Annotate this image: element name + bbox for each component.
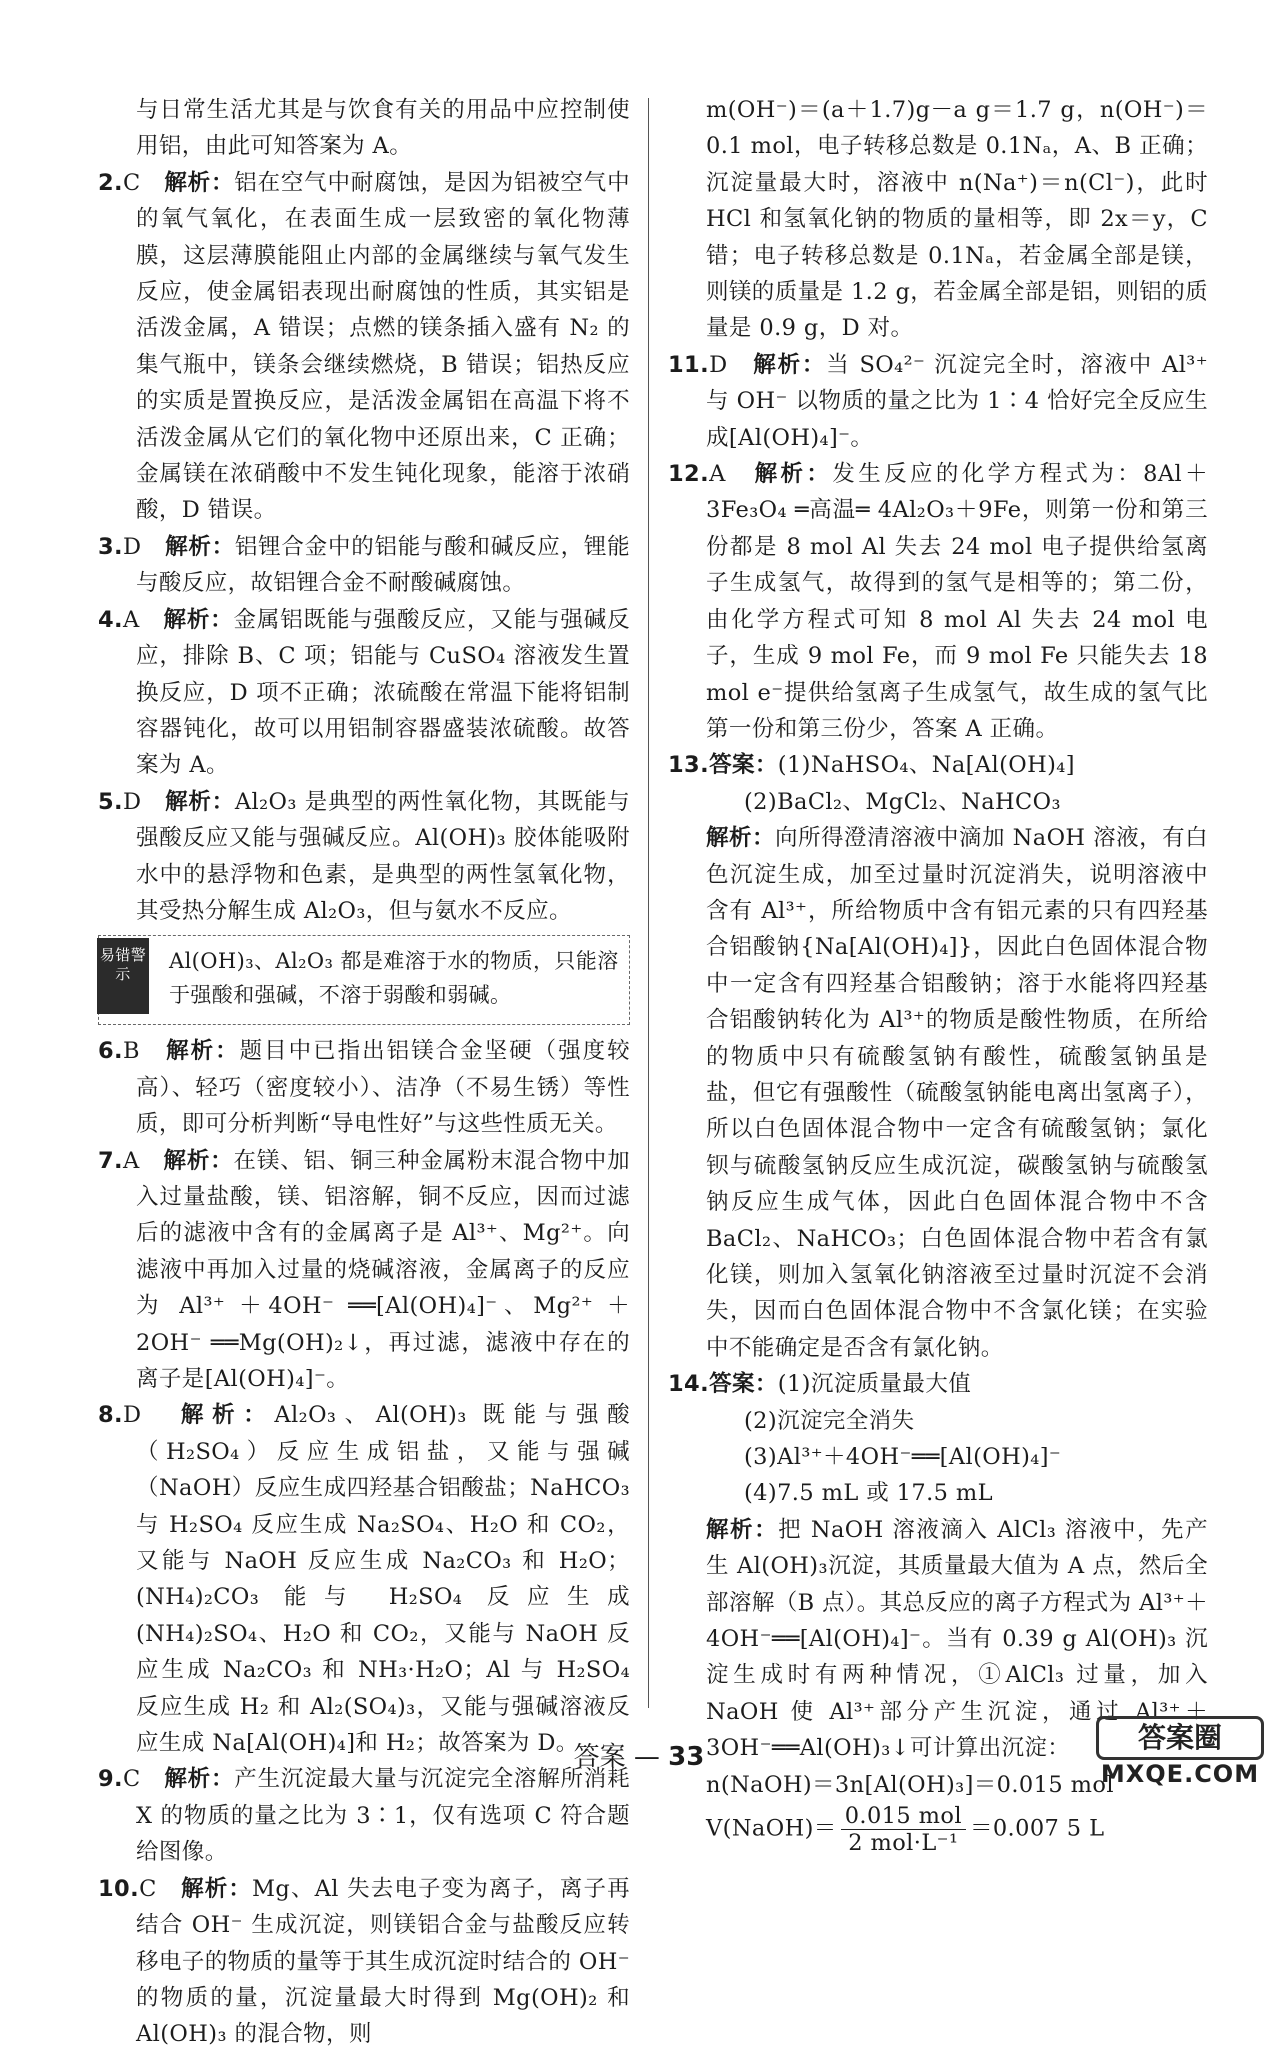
column-divider bbox=[648, 98, 649, 1708]
analysis-tag: 解析： bbox=[753, 351, 827, 378]
question-number: 5. bbox=[98, 788, 124, 815]
answer-10 bbox=[98, 1871, 630, 2053]
answer-letter: B bbox=[123, 1038, 140, 1065]
answer-part-1: (1)NaHSO₄、Na[Al(OH)₄] bbox=[777, 752, 1075, 779]
answer-11 bbox=[668, 347, 1208, 456]
answer-letter: A bbox=[123, 1147, 140, 1174]
analysis-tag: 解析： bbox=[165, 788, 235, 815]
analysis-text: 发生反应的化学方程式为：8Al＋3Fe₃O₄ ═高温═ 4Al₂O₃＋9Fe，则第一份和第三份都是 8 mol Al 失去 24 mol 电子提供给氢离子生成氢气，故得到的氢气是相等的；第二份，由化学方程式可知 8 mol Al 失去 24 mol 电子，生成 9 mol Fe，而 9 mol Fe 只能失去 18 mol e⁻提供给氢离子生成氢气，故生成的氢气比第一份和第三份少，答案 A 正确。 bbox=[706, 461, 1208, 742]
watermark-site: MXQE.COM bbox=[1100, 1760, 1260, 1788]
question-number: 10. bbox=[98, 1875, 140, 1902]
answer-tag: 答案： bbox=[709, 752, 778, 779]
answer-6 bbox=[98, 1033, 630, 1142]
watermark-logo: 答案圈 bbox=[1096, 1716, 1264, 1760]
answer-letter: A bbox=[123, 606, 140, 633]
analysis-text: 产生沉淀最大量与沉淀完全溶解所消耗 X 的物质的量之比为 3∶1，仅有选项 C 符合题给图像。 bbox=[136, 1766, 630, 1866]
analysis-text: 在镁、铝、铜三种金属粉末混合物中加入过量盐酸，镁、铝溶解，铜不反应，因而过滤后的滤液中含有的金属离子是 Al³⁺、Mg²⁺。向滤液中再加入过量的烧碱溶液，金属离子的反应为 Al³⁺ ＋4OH⁻ ══[Al(OH)₄]⁻、Mg²⁺ ＋2OH⁻ ══Mg(OH)₂↓，再过滤，滤液中存在的离子是[Al(OH)₄]⁻。 bbox=[136, 1147, 630, 1392]
analysis-tag: 解析： bbox=[164, 1766, 235, 1793]
analysis-text: Al₂O₃、Al(OH)₃ 既能与强酸（H₂SO₄）反应生成铝盐，又能与强碱（NaOH）反应生成四羟基合铝酸盐；NaHCO₃ 与 H₂SO₄ 反应生成 Na₂SO₄、H₂O 和 CO₂，又能与 NaOH 反应生成 Na₂CO₃ 和 H₂O；(NH₄)₂CO₃ 能与 H₂SO₄ 反应生成(NH₄)₂SO₄、H₂O 和 CO₂，又能与 NaOH 反应生成 Na₂CO₃ 和 NH₃·H₂O；Al 与 H₂SO₄ 反应生成 H₂ 和 Al₂(SO₄)₃，又能与强碱溶液反应生成 Na[Al(OH)₄]和 H₂；故答案为 D。 bbox=[136, 1402, 631, 1757]
question-number: 12. bbox=[668, 461, 710, 488]
question-number: 4. bbox=[98, 606, 124, 633]
fraction bbox=[841, 1803, 966, 1856]
analysis-text: 金属铝既能与强酸反应，又能与强碱反应，排除 B、C 项；铝能与 CuSO₄ 溶液发生置换反应，D 项不正确；浓硫酸在常温下能将铝制容器钝化，故可以用铝制容器盛装浓硫酸。故答案为 A。 bbox=[136, 606, 630, 779]
analysis-tag: 解析： bbox=[163, 606, 234, 633]
page-footer bbox=[0, 1736, 1278, 1773]
answer-part-4: (4)7.5 mL 或 17.5 mL bbox=[744, 1480, 994, 1507]
question-number: 13. bbox=[668, 752, 710, 779]
analysis-text: 铝锂合金中的铝能与酸和碱反应，锂能与酸反应，故铝锂合金不耐酸碱腐蚀。 bbox=[136, 533, 630, 597]
fraction-numerator: 0.015 mol bbox=[841, 1803, 966, 1830]
analysis-text: 铝在空气中耐腐蚀，是因为铝被空气中的氧气氧化，在表面生成一层致密的氧化物薄膜，这层薄膜能阻止内部的金属继续与氧气发生反应，使金属铝表现出耐腐蚀的性质，其实铝是活泼金属，A 错误；点燃的镁条插入盛有 N₂ 的集气瓶中，镁条会继续燃烧，B 错误；铝热反应的实质是置换反应，是活泼金属铝在高温下将不活泼金属从它们的氧化物中还原出来，C 正确；金属镁在浓硝酸中不发生钝化现象，能溶于浓硝酸，D 错误。 bbox=[136, 169, 630, 524]
analysis-text: Al₂O₃ 是典型的两性氧化物，其既能与强酸反应又能与强碱反应。Al(OH)₃ 胶体能吸附水中的悬浮物和色素，是典型的两性氢氧化物，其受热分解生成 Al₂O₃，但与氨水不反应。 bbox=[136, 788, 630, 924]
answer-letter: C bbox=[123, 169, 141, 196]
answer-letter: D bbox=[123, 533, 142, 560]
equation-1: n(NaOH)＝3n[Al(OH)₃]＝0.015 mol bbox=[706, 1771, 1114, 1798]
answer-part-2: (2)BaCl₂、MgCl₂、NaHCO₃ bbox=[744, 788, 1061, 815]
analysis-tag: 解析： bbox=[754, 461, 833, 488]
answer-letter: D bbox=[709, 351, 728, 378]
answer-8 bbox=[98, 1397, 630, 1761]
fraction-denominator: 2 mol·L⁻¹ bbox=[848, 1830, 959, 1857]
question-number: 8. bbox=[98, 1402, 124, 1429]
equation-2-left: V(NaOH)＝ bbox=[706, 1815, 837, 1842]
answer-letter: C bbox=[139, 1875, 157, 1902]
question-number: 14. bbox=[668, 1371, 710, 1398]
analysis-tag: 解析： bbox=[706, 1516, 779, 1543]
answer-letter: D bbox=[123, 1402, 142, 1429]
analysis-tag: 解析： bbox=[163, 1147, 234, 1174]
question-number: 9. bbox=[98, 1766, 124, 1793]
analysis-tag: 解析： bbox=[166, 1038, 240, 1065]
answer-7 bbox=[98, 1143, 630, 1398]
question-number: 7. bbox=[98, 1147, 124, 1174]
page-number: 33 bbox=[668, 1742, 705, 1772]
answer-10-continued: m(OH⁻)＝(a＋1.7)g－a g＝1.7 g，n(OH⁻)＝0.1 mol，电子转移总数是 0.1Nₐ，A、B 正确；沉淀量最大时，溶液中 n(Na⁺)＝n(Cl⁻)，此时 HCl 和氢氧化钠的物质的量相等，即 2x＝y，C 错；电子转移总数是 0.1Nₐ，若金属全部是镁，则镁的质量是 1.2 g，若金属全部是铝，则铝的质量是 0.9 g，D 对。 bbox=[706, 97, 1208, 342]
answer-13 bbox=[668, 747, 1208, 1366]
answer-part-1: (1)沉淀质量最大值 bbox=[777, 1371, 972, 1398]
analysis-tag: 解析： bbox=[165, 533, 235, 560]
question-number: 6. bbox=[98, 1038, 124, 1065]
answer-12 bbox=[668, 456, 1208, 747]
intro-paragraph: 与日常生活尤其是与饮食有关的用品中应控制使用铝，由此可知答案为 A。 bbox=[136, 97, 630, 160]
answer-5 bbox=[98, 784, 630, 930]
question-number: 3. bbox=[98, 533, 124, 560]
equation-2 bbox=[668, 1803, 1208, 1856]
answer-9 bbox=[98, 1761, 630, 1870]
analysis-tag: 解析： bbox=[180, 1402, 275, 1429]
answer-2 bbox=[98, 165, 630, 529]
answer-part-3: (3)Al³⁺＋4OH⁻══[Al(OH)₄]⁻ bbox=[744, 1444, 1062, 1471]
answer-letter: C bbox=[123, 1766, 141, 1793]
answer-letter: A bbox=[709, 461, 726, 488]
analysis-tag: 解析： bbox=[164, 169, 235, 196]
analysis-text: 向所得澄清溶液中滴加 NaOH 溶液，有白色沉淀生成，加至过量时沉淀消失，说明溶液中含有 Al³⁺，所给物质中含有铝元素的只有四羟基合铝酸钠{Na[Al(OH)₄]}，因此白色固体混合物中一定含有四羟基合铝酸钠；溶于水能将四羟基合铝酸钠转化为 Al³⁺的物质是酸性物质，在所给的物质中只有硫酸氢钠有酸性，硫酸氢钠虽是盐，但它有强酸性（硫酸氢钠能电离出氢离子），所以白色固体混合物中一定含有硫酸氢钠；氯化钡与硫酸氢钠反应生成沉淀，碳酸氢钠与硫酸氢钠反应生成气体，因此白色固体混合物中不含 BaCl₂、NaHCO₃；白色固体混合物中若含有氯化镁，则加入氢氧化钠溶液至过量时沉淀不会消失，因而白色固体混合物中不含氯化镁；在实验中不能确定是否含有氯化钠。 bbox=[706, 825, 1209, 1361]
equation-2-right: ＝0.007 5 L bbox=[969, 1815, 1105, 1842]
footer-label: 答案 — bbox=[573, 1742, 669, 1772]
analysis-text: 题目中已指出铝镁合金坚硬（强度较高）、轻巧（密度较小）、洁净（不易生锈）等性质，即可分析判断“导电性好”与这些性质无关。 bbox=[136, 1038, 631, 1138]
answer-4 bbox=[98, 602, 630, 784]
answer-letter: D bbox=[123, 788, 142, 815]
answer-tag: 答案： bbox=[709, 1371, 778, 1398]
question-number: 2. bbox=[98, 169, 124, 196]
analysis-tag: 解析： bbox=[181, 1875, 252, 1902]
error-warning-box bbox=[98, 935, 630, 1025]
answer-part-2: (2)沉淀完全消失 bbox=[744, 1407, 915, 1434]
answer-3 bbox=[98, 529, 630, 602]
analysis-text: Mg、Al 失去电子变为离子，离子再结合 OH⁻ 生成沉淀，则镁铝合金与盐酸反应转移电子的物质的量等于其生成沉淀时结合的 OH⁻的物质的量，沉淀量最大时得到 Mg(OH)₂ 和 Al(OH)₃ 的混合物，则 bbox=[136, 1875, 630, 2048]
analysis-tag: 解析： bbox=[706, 825, 776, 852]
analysis-text: 把 NaOH 溶液滴入 AlCl₃ 溶液中，先产生 Al(OH)₃沉淀，其质量最大值为 A 点，然后全部溶解（B 点）。其总反应的离子方程式为 Al³⁺＋4OH⁻══[Al(OH)₄]⁻。当有 0.39 g Al(OH)₃ 沉淀生成时有两种情况，①AlCl₃ 过量，加入 NaOH 使 Al³⁺部分产生沉淀，通过 Al³⁺＋3OH⁻══Al(OH)₃↓可计算出沉淀： bbox=[706, 1516, 1208, 1762]
analysis-text: 当 SO₄²⁻ 沉淀完全时，溶液中 Al³⁺ 与 OH⁻ 以物质的量之比为 1∶4 恰好完全反应生成[Al(OH)₄]⁻。 bbox=[706, 351, 1208, 451]
question-number: 11. bbox=[668, 351, 710, 378]
warning-badge: 易错警示 bbox=[97, 938, 149, 1014]
site-watermark bbox=[1090, 1716, 1270, 1796]
right-column bbox=[668, 92, 1208, 1856]
warning-text: Al(OH)₃、Al₂O₃ 都是难溶于水的物质，只能溶于强酸和强碱，不溶于弱酸和弱碱。 bbox=[169, 949, 619, 1008]
